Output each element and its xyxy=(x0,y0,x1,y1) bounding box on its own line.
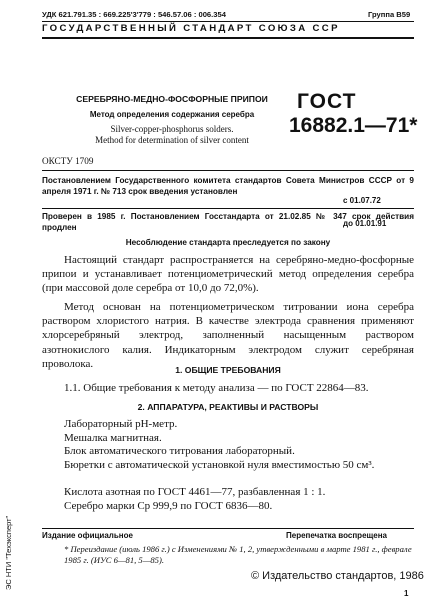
group-code: Группа В59 xyxy=(368,10,411,19)
document-title: СЕРЕБРЯНО-МЕДНО-ФОСФОРНЫЕ ПРИПОИ xyxy=(76,94,268,104)
udk-code: УДК 621.791.35 : 669.225'3'779 : 546.57.06 : 006.354 xyxy=(42,10,226,19)
okstu-rule xyxy=(42,170,414,171)
english-title-line-1: Silver-copper-phosphorus solders. xyxy=(110,124,234,134)
reagent-list xyxy=(64,486,414,514)
official-edition-label: Издание официальное xyxy=(42,531,133,540)
section-heading-general: 1. ОБЩИЕ ТРЕБОВАНИЯ xyxy=(175,365,281,375)
equipment-item: Блок автоматического титрования лабораторный. xyxy=(64,445,295,458)
intro-paragraph-text: Настоящий стандарт распространяется на серебряно-медно-фосфорные припои и устанавливает потенциометрический метод определения серебра (при массовой доле серебра от 10,0 до 72,0%). xyxy=(42,254,414,295)
method-paragraph-text: Метод основан на потенциометрическом титровании иона серебра раствором хлористого натрия. В качестве электрода сравнения применяют хлорсеребряный электрод, заполненный насыщенным раствором азотнокислого калия. Индикаторным электродом служит серебряная проволока. xyxy=(42,301,414,370)
document-subtitle: Метод определения содержания серебра xyxy=(89,110,255,119)
reagent-item: Серебро марки Ср 999,9 по ГОСТ 6836—80. xyxy=(64,499,273,512)
header-rule xyxy=(42,37,414,39)
footer-rule xyxy=(42,528,414,529)
side-stamp: ЭС НТИ "Техэксперт" xyxy=(4,515,13,590)
state-standard-heading: ГОСУДАРСТВЕННЫЙ СТАНДАРТ СОЮЗА ССР xyxy=(42,23,340,34)
decree-text: Постановлением Государственного комитета стандартов Совета Министров СССР от 9 апреля 1971 г. № 713 срок введения установлен xyxy=(42,176,414,197)
review-text: Проверен в 1985 г. Постановлением Госстандарта от 21.02.85 № 347 срок действия продлен xyxy=(42,212,414,233)
introduction-date: с 01.07.72 xyxy=(343,196,381,205)
english-title-line-2: Method for determination of silver content xyxy=(95,135,249,145)
copyright-line: © Издательство стандартов, 1986 xyxy=(251,570,424,582)
burette-item: Бюретки с автоматической установкой нуля вместимостью 50 см³. xyxy=(64,458,375,471)
reprint-prohibited-label: Перепечатка воспрещена xyxy=(286,531,387,540)
reissue-note: * Переиздание (июль 1986 г.) с Изменениями № 1, 2, утвержденными в марте 1981 г., феврале 1985 г. (ИУС 6—81, 5—85). xyxy=(64,544,412,565)
violation-notice: Несоблюдение стандарта преследуется по закону xyxy=(125,238,331,247)
gost-number: 16882.1—71* xyxy=(289,114,418,137)
section-heading-apparatus: 2. АППАРАТУРА, РЕАКТИВЫ И РАСТВОРЫ xyxy=(137,402,319,412)
page-number: 1 xyxy=(404,589,409,598)
extension-date: до 01.01.91 xyxy=(343,219,387,228)
equipment-item: Лабораторный рН-метр. xyxy=(64,418,178,430)
method-paragraph xyxy=(42,300,414,371)
clause-1-1: 1.1. Общие требования к методу анализа — по ГОСТ 22864—83. xyxy=(64,382,369,394)
decree-rule xyxy=(42,208,414,209)
reagent-item: Кислота азотная по ГОСТ 4461—77, разбавленная 1 : 1. xyxy=(64,486,326,498)
gost-label: ГОСТ xyxy=(297,90,357,113)
intro-paragraph xyxy=(42,253,414,296)
equipment-item: Мешалка магнитная. xyxy=(64,431,162,444)
okstu-code: ОКСТУ 1709 xyxy=(42,156,94,166)
equipment-list xyxy=(64,418,414,472)
top-rule xyxy=(42,21,414,22)
